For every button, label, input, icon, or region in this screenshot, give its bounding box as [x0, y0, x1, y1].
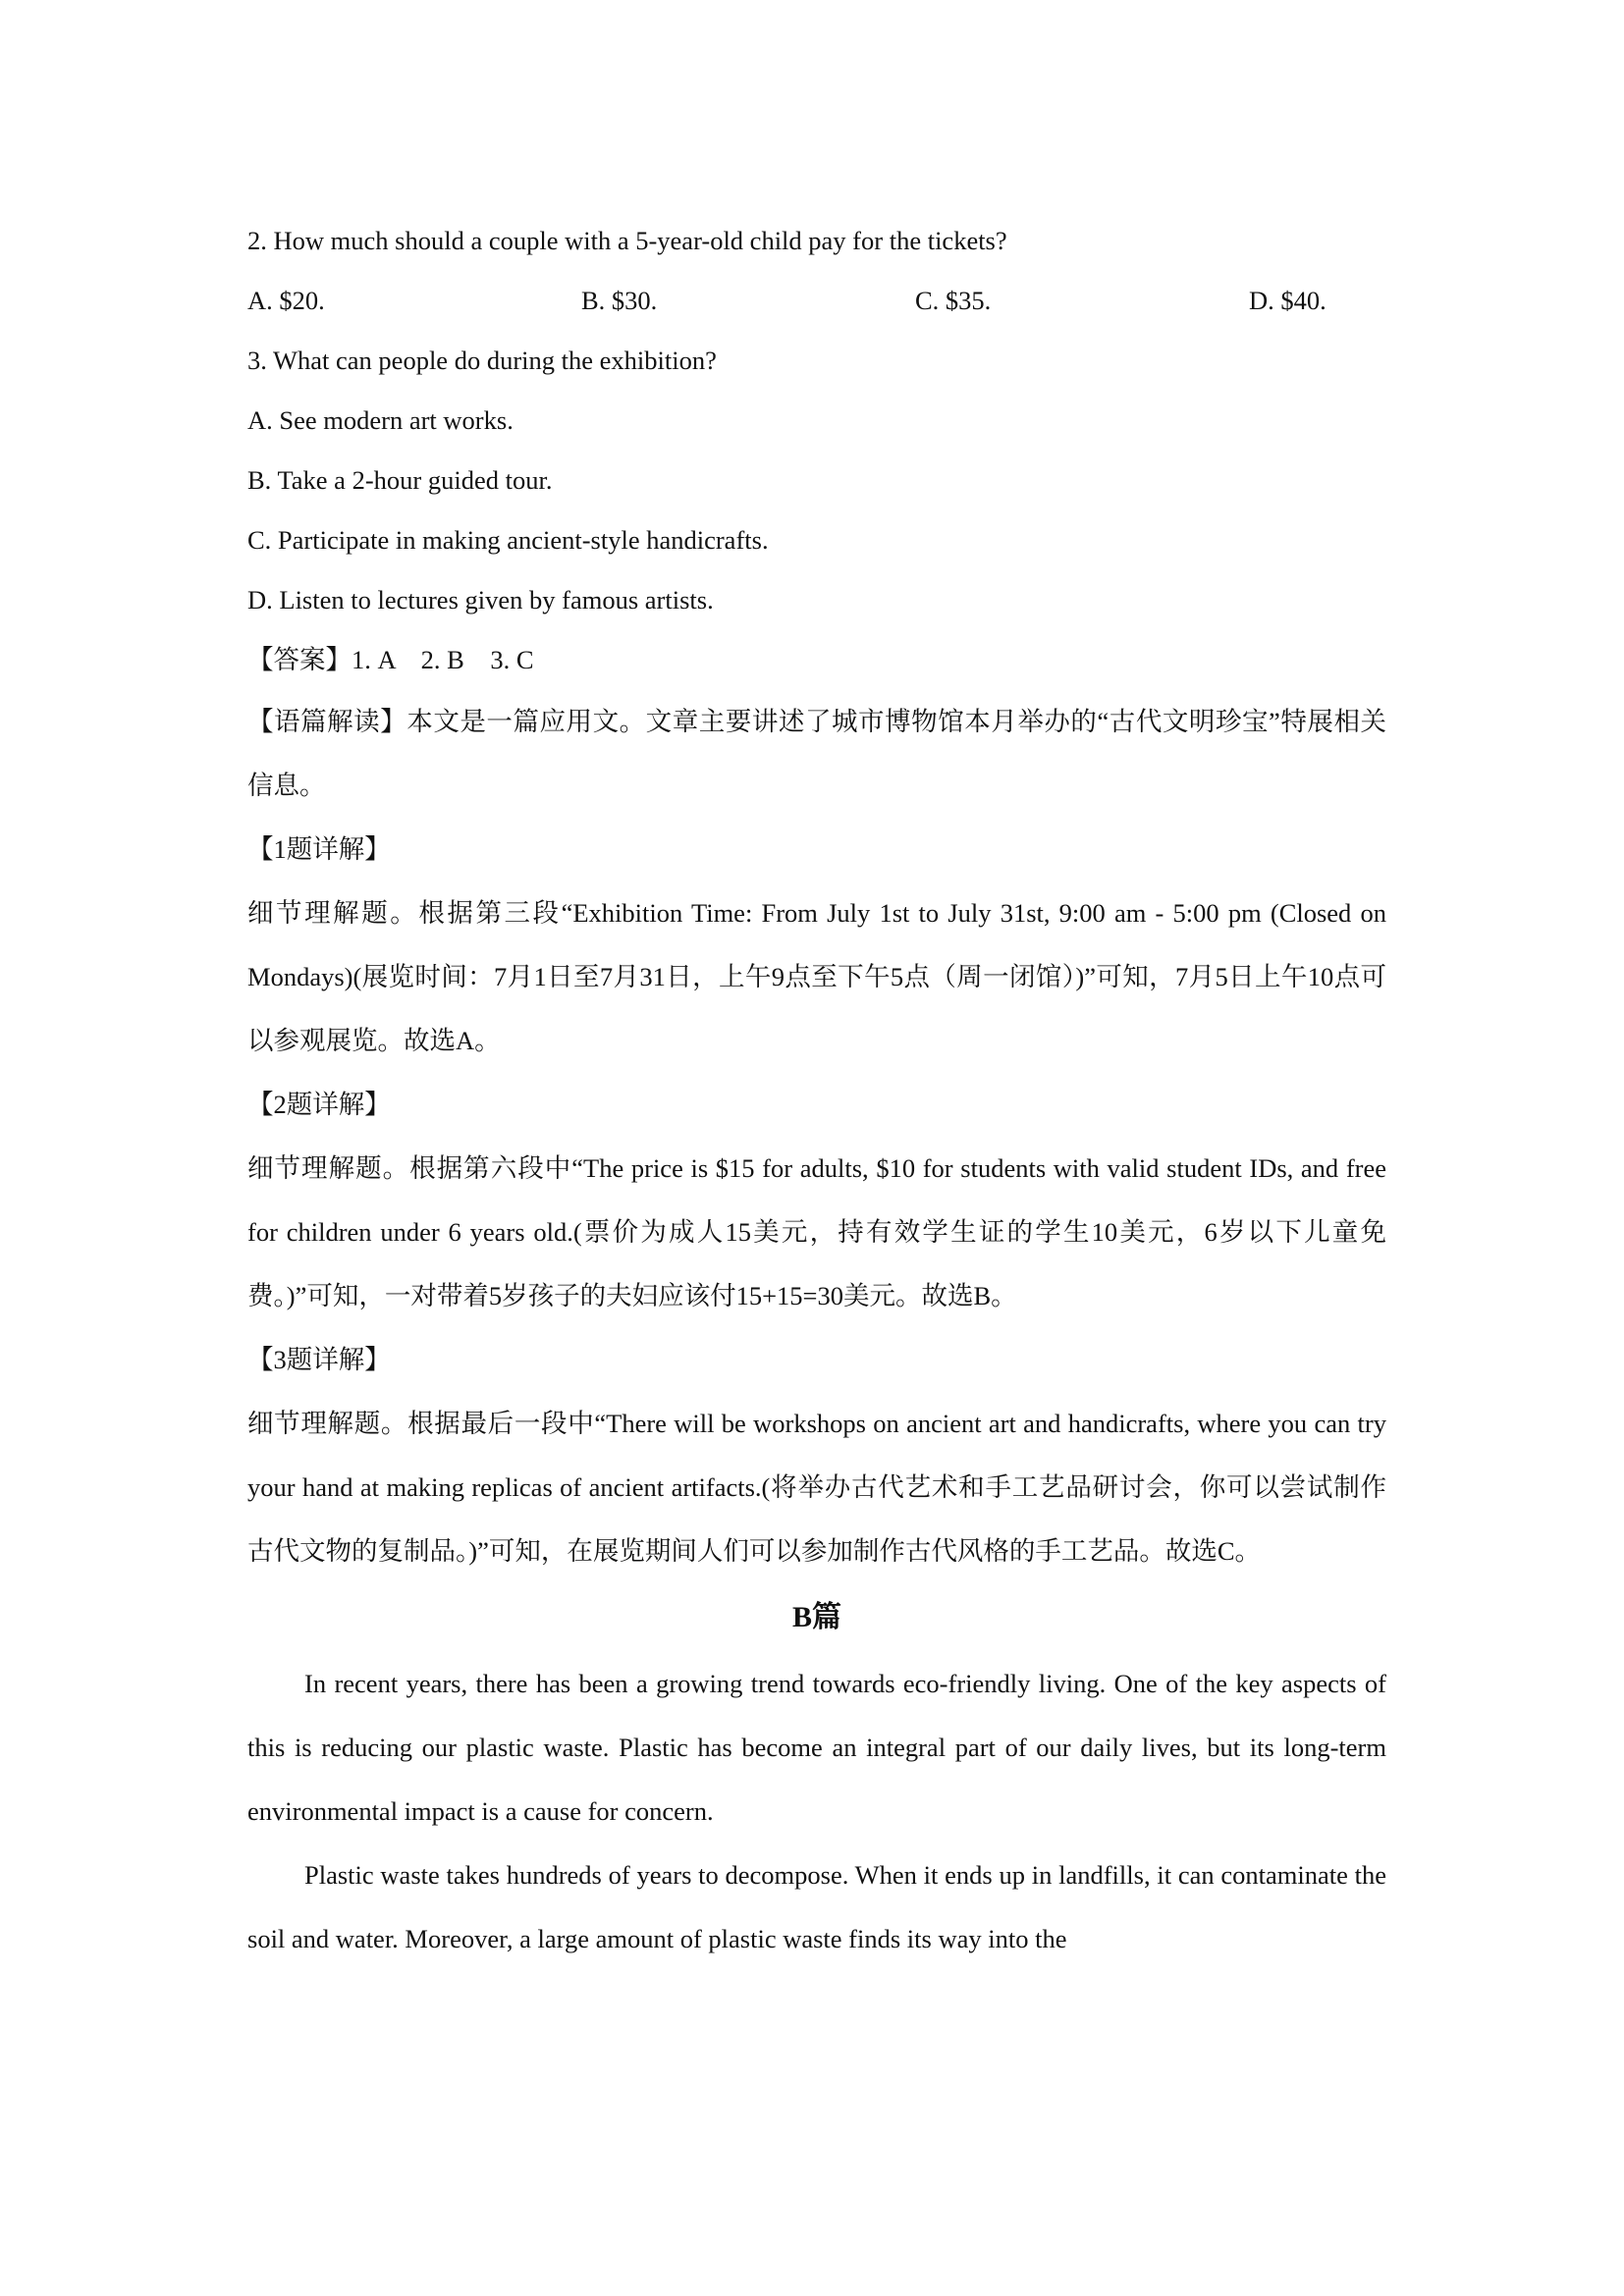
option-d: D. $40.	[1249, 286, 1326, 315]
detail-1-text: 细节理解题。根据第三段“Exhibition Time: From July 1st to July 31st, 9:00 am - 5:00 pm (Closed on Mondays)(展览时间：7月1日至7月31日，上午9点至下午5点（周一闭馆）)”可知，7月5日上午10点可以参观展览。故选A。	[247, 898, 1386, 1055]
question-3-option-d: D. Listen to lectures given by famous artists.	[247, 585, 714, 614]
detail-2-title: 【2题详解】	[247, 1090, 391, 1119]
section-b-heading: B篇	[791, 1601, 841, 1633]
section-b-paragraph-1: In recent years, there has been a growing trend towards eco-friendly living. One of the key aspects of this is reducing our plastic waste. Plastic has become an integral part of our daily lives, but its long-term environmental impact is a cause for concern.	[247, 1669, 1386, 1826]
option-a: A. $20.	[247, 286, 325, 315]
option-b: B. $30.	[581, 286, 658, 315]
detail-3-title: 【3题详解】	[247, 1345, 391, 1374]
question-3-option-b: B. Take a 2-hour guided tour.	[247, 465, 553, 495]
question-2: 2. How much should a couple with a 5-year-old child pay for the tickets?	[247, 226, 1007, 255]
section-b-paragraph-2: Plastic waste takes hundreds of years to decompose. When it ends up in landfills, it can contaminate the soil and water. Moreover, a large amount of plastic waste finds its way into the	[247, 1860, 1386, 1953]
question-3: 3. What can people do during the exhibition?	[247, 346, 717, 375]
detail-1-title: 【1题详解】	[247, 834, 391, 864]
question-2-options	[247, 271, 1386, 331]
question-3-option-a: A. See modern art works.	[247, 405, 514, 435]
option-c: C. $35.	[915, 286, 992, 315]
passage-interpretation: 【语篇解读】本文是一篇应用文。文章主要讲述了城市博物馆本月举办的“古代文明珍宝”特展相关信息。	[247, 707, 1386, 800]
document-page	[247, 211, 1386, 1971]
question-3-option-c: C. Participate in making ancient-style handicrafts.	[247, 525, 769, 555]
detail-2-text: 细节理解题。根据第六段中“The price is $15 for adults, $10 for students with valid student IDs, and free for children under 6 years old.(票价为成人15美元，持有效学生证的学生10美元，6岁以下儿童免费。)”可知，一对带着5岁孩子的夫妇应该付15+15=30美元。故选B。	[247, 1153, 1386, 1310]
detail-3-text: 细节理解题。根据最后一段中“There will be workshops on ancient art and handicrafts, where you can try your hand at making replicas of ancient artifacts.(将举办古代艺术和手工艺品研讨会，你可以尝试制作古代文物的复制品。)”可知，在展览期间人们可以参加制作古代风格的手工艺品。故选C。	[247, 1409, 1386, 1566]
answer-key: 【答案】1. A 2. B 3. C	[247, 645, 534, 674]
